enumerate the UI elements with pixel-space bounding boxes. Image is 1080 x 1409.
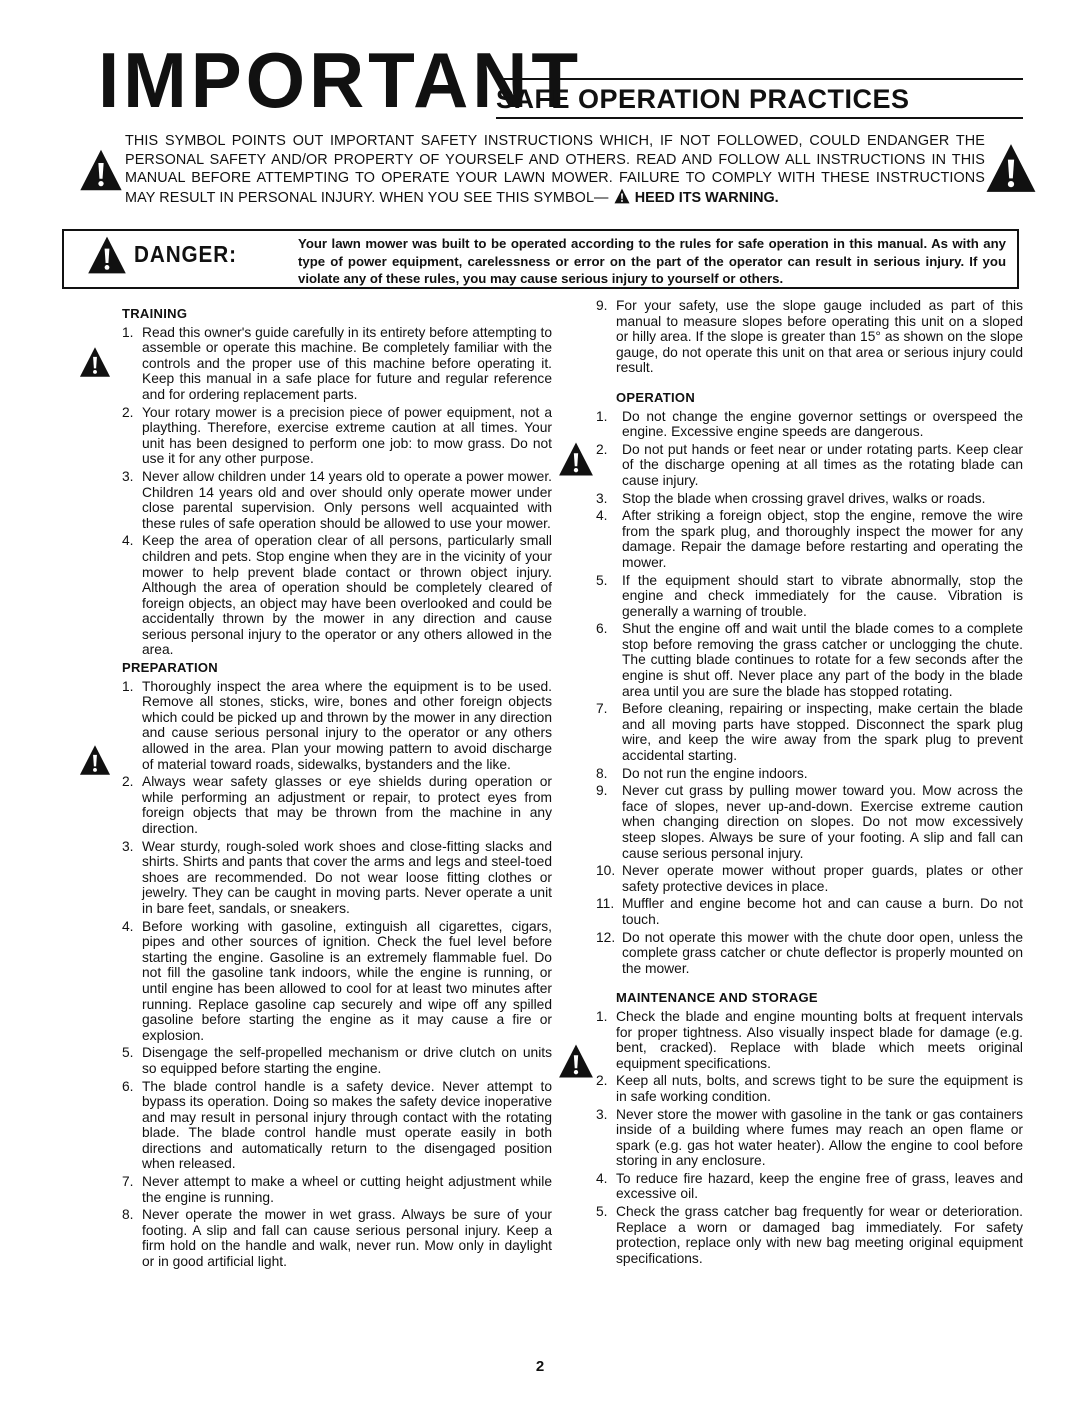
list-item — [122, 469, 552, 531]
item-number: 3. — [596, 490, 608, 506]
item-text: Disengage the self-propelled mechanism or drive clutch on units so equipped before starting the engine. — [142, 1045, 552, 1076]
warning-inline-icon — [613, 188, 631, 204]
item-number: 7. — [122, 1174, 134, 1190]
item-text: Before cleaning, repairing or inspecting, make certain the blade and all moving parts have stopped. Disconnect the spark plug wire, and keep the wire away from the spark plug to prevent accidental starting. — [622, 701, 1023, 764]
list-item — [596, 1204, 1023, 1266]
item-text: Read this owner's guide carefully in its entirety before attempting to assemble or operate this machine. Be completely familiar with the controls and the proper use of this machine before operating it. Keep this manual in a safe place for future and regular reference and for ordering replacement parts. — [142, 324, 552, 402]
list-item — [596, 896, 1023, 927]
item-number: 1. — [122, 324, 134, 340]
spacer — [596, 978, 1023, 988]
list-item — [596, 1009, 1023, 1071]
item-number: 3. — [596, 1106, 608, 1122]
danger-text: Your lawn mower was built to be operated according to the rules for safe operation in this manual. As with any type of power equipment, carelessness or error on the part of the operator can result in serious injury. If you violate any of these rules, you may cause serious injury to yourself or others. — [298, 236, 1006, 286]
page-header — [98, 36, 1023, 124]
item-text: If the equipment should start to vibrate abnormally, stop the engine and check immediately for the cause. Vibration is generally a warning of trouble. — [622, 572, 1023, 619]
item-text: Do not run the engine indoors. — [622, 765, 808, 781]
item-number: 11. — [596, 896, 615, 912]
item-number: 10. — [596, 863, 616, 879]
item-text: Check the blade and engine mounting bolts at frequent intervals for proper tightness. Also visually inspect blade for damage (e.g. bent, cracked). Replace with blade which meets original equipment specifications. — [616, 1008, 1023, 1071]
item-text: To reduce fire hazard, keep the engine free of grass, leaves and excessive oil. — [616, 1170, 1023, 1202]
item-number: 6. — [122, 1078, 134, 1094]
item-number: 4. — [122, 918, 134, 934]
left-column — [122, 304, 552, 1272]
intro-text: THIS SYMBOL POINTS OUT IMPORTANT SAFETY INSTRUCTIONS WHICH, IF NOT FOLLOWED, COULD ENDANGER THE PERSONAL SAFETY AND/OR PROPERTY OF YOURSELF AND OTHERS. READ AND FOLLOW ALL INSTRUCTIONS IN THIS MANUAL BEFORE ATTEMPTING TO OPERATE YOUR LAWN MOWER. FAILURE TO COMPLY WITH THESE INSTRUCTIONS MAY RESULT IN PERSONAL INJURY. WHEN YOU SEE THIS SYMBOL— — [125, 133, 985, 206]
list-item — [596, 1171, 1023, 1202]
list-item — [596, 442, 1023, 489]
item-number: 5. — [596, 572, 608, 588]
item-text: Never operate the mower in wet grass. Always be sure of your footing. A slip and fall can cause serious personal injury. Keep a firm hold on the handle and walk, never run. Mow only in daylight or in good artificial light. — [142, 1207, 552, 1270]
item-text: For your safety, use the slope gauge included as part of this manual to measure slopes before operating this unit on a sloped or hilly area. If the slope is greater than 15° as shown on the slope gauge, do not operate this unit on that area or serious injury could result. — [616, 298, 1023, 376]
list-item — [122, 919, 552, 1044]
safe-operation-subtitle: SAFE OPERATION PRACTICES — [496, 84, 910, 114]
item-number: 2. — [122, 774, 134, 790]
item-number: 12. — [596, 929, 616, 945]
training-list — [122, 325, 552, 658]
list-item — [596, 930, 1023, 977]
important-title: IMPORTANT — [98, 36, 582, 124]
list-item — [122, 839, 552, 917]
list-item — [122, 1045, 552, 1076]
item-text: Do not change the engine governor settings or overspeed the engine. Excessive engine speeds are dangerous. — [622, 408, 1023, 440]
list-item — [122, 774, 552, 836]
list-item — [596, 701, 1023, 763]
preparation-heading: PREPARATION — [122, 660, 218, 676]
item-text: Do not operate this mower with the chute door open, unless the complete grass catcher or chute deflector is properly mounted on the mower. — [622, 929, 1023, 976]
title-rule-bottom — [496, 117, 1023, 119]
intro-paragraph — [125, 132, 985, 207]
list-item — [596, 783, 1023, 861]
warning-left-icon — [78, 148, 124, 192]
title-rule-top — [496, 78, 1023, 80]
item-number: 2. — [596, 1073, 608, 1089]
item-text: Always wear safety glasses or eye shields during operation or while performing an adjustment or repair, to protect eyes from foreign objects that may be thrown from the machine in any direction. — [142, 774, 552, 836]
list-item — [596, 1107, 1023, 1169]
item-number: 5. — [596, 1204, 608, 1220]
list-item — [596, 298, 1023, 376]
danger-warning-icon — [86, 235, 128, 275]
item-text: Thoroughly inspect the area where the equipment is to be used. Remove all stones, sticks, wire, bones and other foreign objects which could be picked up and thrown by the mower in any direction and cause serious personal injury to the operator or any others allowed in the area. Plan your mowing pattern to avoid discharge of material toward roads, sidewalks, bystanders and the like. — [142, 678, 552, 772]
maintenance-warning-icon — [557, 1043, 595, 1079]
operation-warning-icon — [557, 441, 595, 477]
list-item — [596, 1073, 1023, 1104]
item-text: Keep all nuts, bolts, and screws tight to be sure the equipment is in safe working condition. — [616, 1073, 1023, 1104]
item-number: 7. — [596, 701, 608, 717]
item-text: Never store the mower with gasoline in the tank or gas containers inside of a building where fumes may reach an open flame or spark (e.g. gas hot water heater). Allow the engine to cool before storing in any enclosure. — [616, 1106, 1023, 1169]
preparation-warning-icon — [78, 744, 112, 776]
list-item — [596, 863, 1023, 894]
page-number: 2 — [535, 1358, 545, 1375]
operation-list — [596, 409, 1023, 977]
item-text: Muffler and engine become hot and can cause a burn. Do not touch. — [622, 896, 1023, 927]
item-text: Keep the area of operation clear of all persons, particularly small children and pets. Stop engine when they are in the vicinity of your mower to help prevent blade contact or thrown object injury. Although the area of operation should be completely cleared of foreign objects, an object may have been overlooked and could be accidentally thrown by the mower in any direction and cause serious personal injury to the operator or any others allowed in the area. — [142, 533, 552, 658]
list-item — [122, 679, 552, 773]
item-number: 3. — [122, 468, 134, 484]
training-warning-icon — [78, 346, 112, 378]
item-number: 4. — [596, 508, 608, 524]
right-column — [596, 298, 1023, 1268]
list-item — [122, 405, 552, 467]
list-item — [122, 1174, 552, 1205]
item-number: 5. — [122, 1045, 134, 1061]
item-text: Never attempt to make a wheel or cutting height adjustment while the engine is running. — [142, 1174, 552, 1205]
training-heading: TRAINING — [122, 306, 188, 321]
item-number: 8. — [122, 1207, 134, 1223]
list-item — [596, 573, 1023, 620]
spacer — [596, 378, 1023, 388]
list-item — [596, 621, 1023, 699]
item-number: 1. — [596, 1008, 608, 1024]
item-text: Never allow children under 14 years old to operate a power mower. Children 14 years old and over should only operate mower under close parental supervision. Only persons well acquainted with these rules of safe operation should be allowed to use your mower. — [142, 468, 552, 531]
item-number: 2. — [122, 404, 134, 420]
item-number: 6. — [596, 621, 608, 637]
operation-heading: OPERATION — [616, 389, 696, 405]
list-item — [122, 325, 552, 403]
list-item — [596, 491, 1023, 507]
list-item — [122, 1207, 552, 1269]
item-text: Check the grass catcher bag frequently for wear or deterioration. Replace a worn or damaged bag immediately. For safety protection, replace only with new bag meeting original equipment specifications. — [616, 1204, 1023, 1266]
list-item — [596, 409, 1023, 440]
item-text: Stop the blade when crossing gravel drives, walks or roads. — [622, 490, 986, 506]
item-text: Wear sturdy, rough-soled work shoes and close-fitting slacks and shirts. Shirts and pants that cover the arms and legs and steel-toed shoes are recommended. Do not wear loose fitting clothes or jewelry. They can be caught in moving parts. Never operate a unit in bare feet, sandals, or sneakers. — [142, 838, 552, 916]
item-text: Never cut grass by pulling mower toward you. Mow across the face of slopes, never up-and-down. Exercise extreme caution when changing direction on slopes. Do not mow excessively steep slopes. Always be sure of your footing. A slip and fall can cause serious personal injury. — [622, 783, 1023, 861]
item-number: 2. — [596, 441, 608, 457]
preparation-list — [122, 679, 552, 1270]
danger-label: DANGER: — [134, 241, 237, 267]
list-item — [122, 1079, 552, 1173]
maintenance-heading: MAINTENANCE AND STORAGE — [616, 990, 818, 1006]
maintenance-list — [596, 1009, 1023, 1267]
training-list-continued — [596, 298, 1023, 376]
item-text: After striking a foreign object, stop the engine, remove the wire from the spark plug, and thoroughly inspect the mower for any damage. Repair the damage before restarting and operating the mower. — [622, 508, 1023, 570]
item-text: Never operate mower without proper guards, plates or other safety protective devices in place. — [622, 863, 1023, 894]
list-item — [122, 533, 552, 658]
item-text: Your rotary mower is a precision piece of power equipment, not a plaything. Therefore, exercise extreme caution at all times. Your unit has been designed to perform one job: to mow grass. Do not use it for any other purpose. — [142, 404, 552, 467]
item-number: 1. — [122, 678, 134, 694]
item-text: Do not put hands or feet near or under rotating parts. Keep clear of the discharge opening at all times as the rotating blade can cause injury. — [622, 441, 1023, 488]
item-number: 8. — [596, 765, 608, 781]
item-text: Before working with gasoline, extinguish all cigarettes, cigars, pipes and other sources of ignition. Check the fuel level before starting the engine. Gasoline is an extremely flammable fuel. Do not fill the gasoline tank indoors, while the engine is running, or until engine has been allowed to cool for at least two minutes after running. Replace gasoline cap securely and wipe off any spilled gasoline before starting the engine as it may cause a fire or explosion. — [142, 918, 552, 1043]
item-number: 4. — [596, 1170, 608, 1186]
item-number: 1. — [596, 408, 608, 424]
list-item — [596, 508, 1023, 570]
item-number: 3. — [122, 838, 134, 854]
list-item — [596, 766, 1023, 782]
item-text: Shut the engine off and wait until the blade comes to a complete stop before removing the grass catcher or unclogging the chute. The cutting blade continues to rotate for a few seconds after the engine is shut off. Never place any part of the body in the blade area until you are sure the blade has stopped rotating. — [622, 621, 1023, 699]
item-number: 4. — [122, 533, 134, 549]
item-number: 9. — [596, 783, 608, 799]
heed-warning: HEED ITS WARNING. — [634, 189, 779, 206]
warning-right-icon — [985, 140, 1037, 196]
item-number: 9. — [596, 298, 608, 313]
item-text: The blade control handle is a safety device. Never attempt to bypass its operation. Doing so makes the safety device inoperative and may result in personal injury through contact with the rotating blade. The blade control handle must operate easily in both directions and automatically return to the disengaged position when released. — [142, 1078, 552, 1172]
